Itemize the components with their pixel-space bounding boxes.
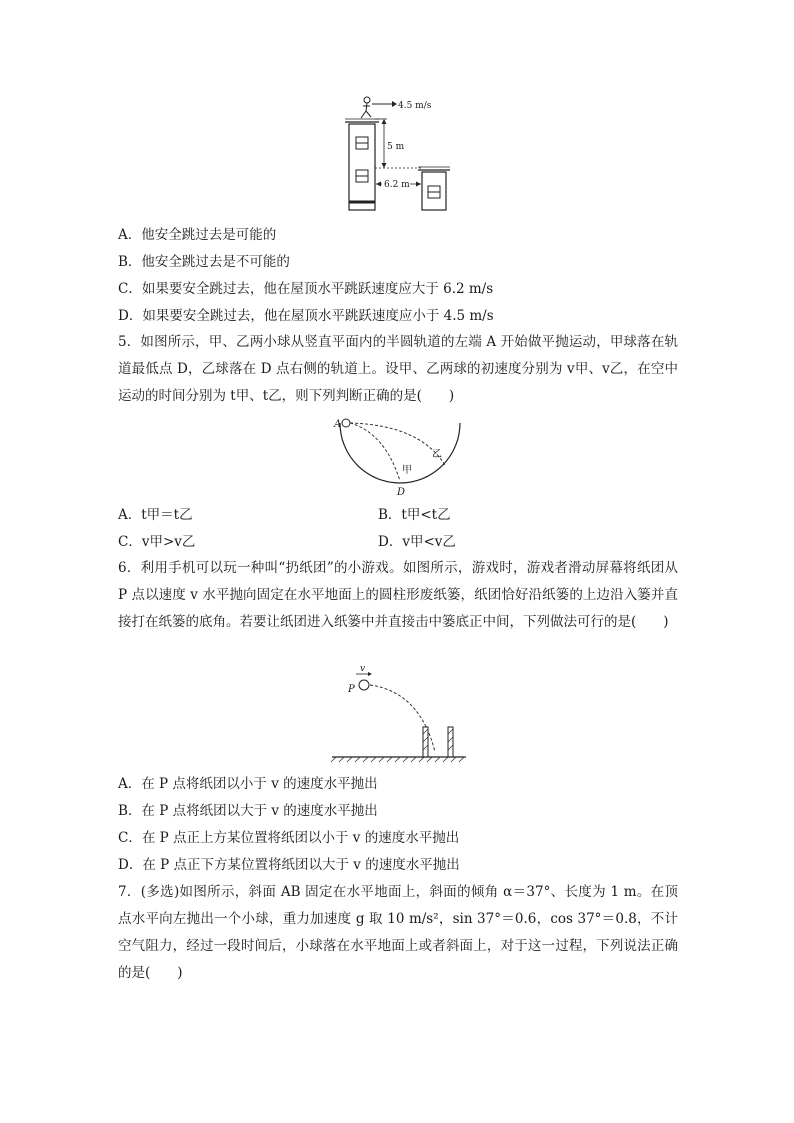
q6-option-d: D．在 P 点正下方某位置将纸团以大于 v 的速度水平抛出 (118, 857, 460, 873)
figure-buildings (330, 92, 470, 212)
figure-semicircle (330, 415, 470, 500)
label-yi: 乙 (432, 449, 442, 460)
trajectory-jia (350, 423, 400, 481)
semicircle-track (340, 423, 460, 483)
paper-ball (359, 680, 369, 690)
q5-option-b: B．t甲<t乙 (378, 507, 451, 523)
label-a: A (334, 419, 342, 430)
figure-basket (330, 662, 470, 762)
q5-option-d: D．v甲<v乙 (378, 534, 456, 550)
label-d: D (397, 487, 406, 498)
jumper-figure (361, 97, 371, 118)
distance-label: 6.2 m (384, 180, 410, 190)
label-p: P (348, 684, 355, 695)
speed-label: 4.5 m/s (398, 101, 432, 111)
short-building (422, 172, 446, 210)
q5-option-a: A．t甲＝t乙 (118, 507, 193, 523)
q7-stem: 7．(多选)如图所示，斜面 AB 固定在水平地面上，斜面的倾角 α＝37°、长度为 1 m。在顶点水平向左抛出一个小球，重力加速度 g 取 10 m/s²，sin 37°＝0.6，cos 37°＝0.8，不计空气阻力，经过一段时间后，小球落在水平地面上或者斜面上，对于这一过程，下列说法正确的是( ) (118, 884, 678, 981)
q6-option-b: B．在 P 点将纸团以大于 v 的速度水平抛出 (118, 803, 378, 819)
q6-stem: 6．利用手机可以玩一种叫“扔纸团”的小游戏。如图所示，游戏时，游戏者滑动屏幕将纸团从 P 点以速度 v 水平抛向固定在水平地面上的圆柱形废纸篓，纸团恰好沿纸篓的上边沿入篓并直接打在纸篓的底角。若要让纸团进入纸篓中并直接击中篓底正中间，下列做法可行的是( ) (118, 560, 678, 630)
label-jia: 甲 (402, 465, 412, 476)
q6-option-c: C．在 P 点正上方某位置将纸团以小于 v 的速度水平抛出 (118, 830, 460, 846)
q4-option-b: B．他安全跳过去是不可能的 (118, 254, 290, 270)
label-v: v (360, 664, 366, 674)
q4-option-d: D．如果要安全跳过去，他在屋顶水平跳跃速度应小于 4.5 m/s (118, 308, 494, 324)
q6-option-a: A．在 P 点将纸团以小于 v 的速度水平抛出 (118, 776, 378, 792)
height-label: 5 m (387, 142, 405, 152)
q4-option-c: C．如果要安全跳过去，他在屋顶水平跳跃速度应大于 6.2 m/s (118, 281, 494, 297)
q5-option-c: C．v甲>v乙 (118, 534, 196, 550)
ball-a (342, 419, 350, 427)
q4-option-a: A．他安全跳过去是可能的 (118, 227, 277, 243)
q5-stem: 5．如图所示，甲、乙两小球从竖直平面内的半圆轨道的左端 A 开始做平抛运动，甲球落在轨道最低点 D，乙球落在 D 点右侧的轨道上。设甲、乙两球的初速度分别为 v甲、v乙，在空中运动的时间分别为 t甲、t乙，则下列判断正确的是( ) (118, 334, 678, 404)
